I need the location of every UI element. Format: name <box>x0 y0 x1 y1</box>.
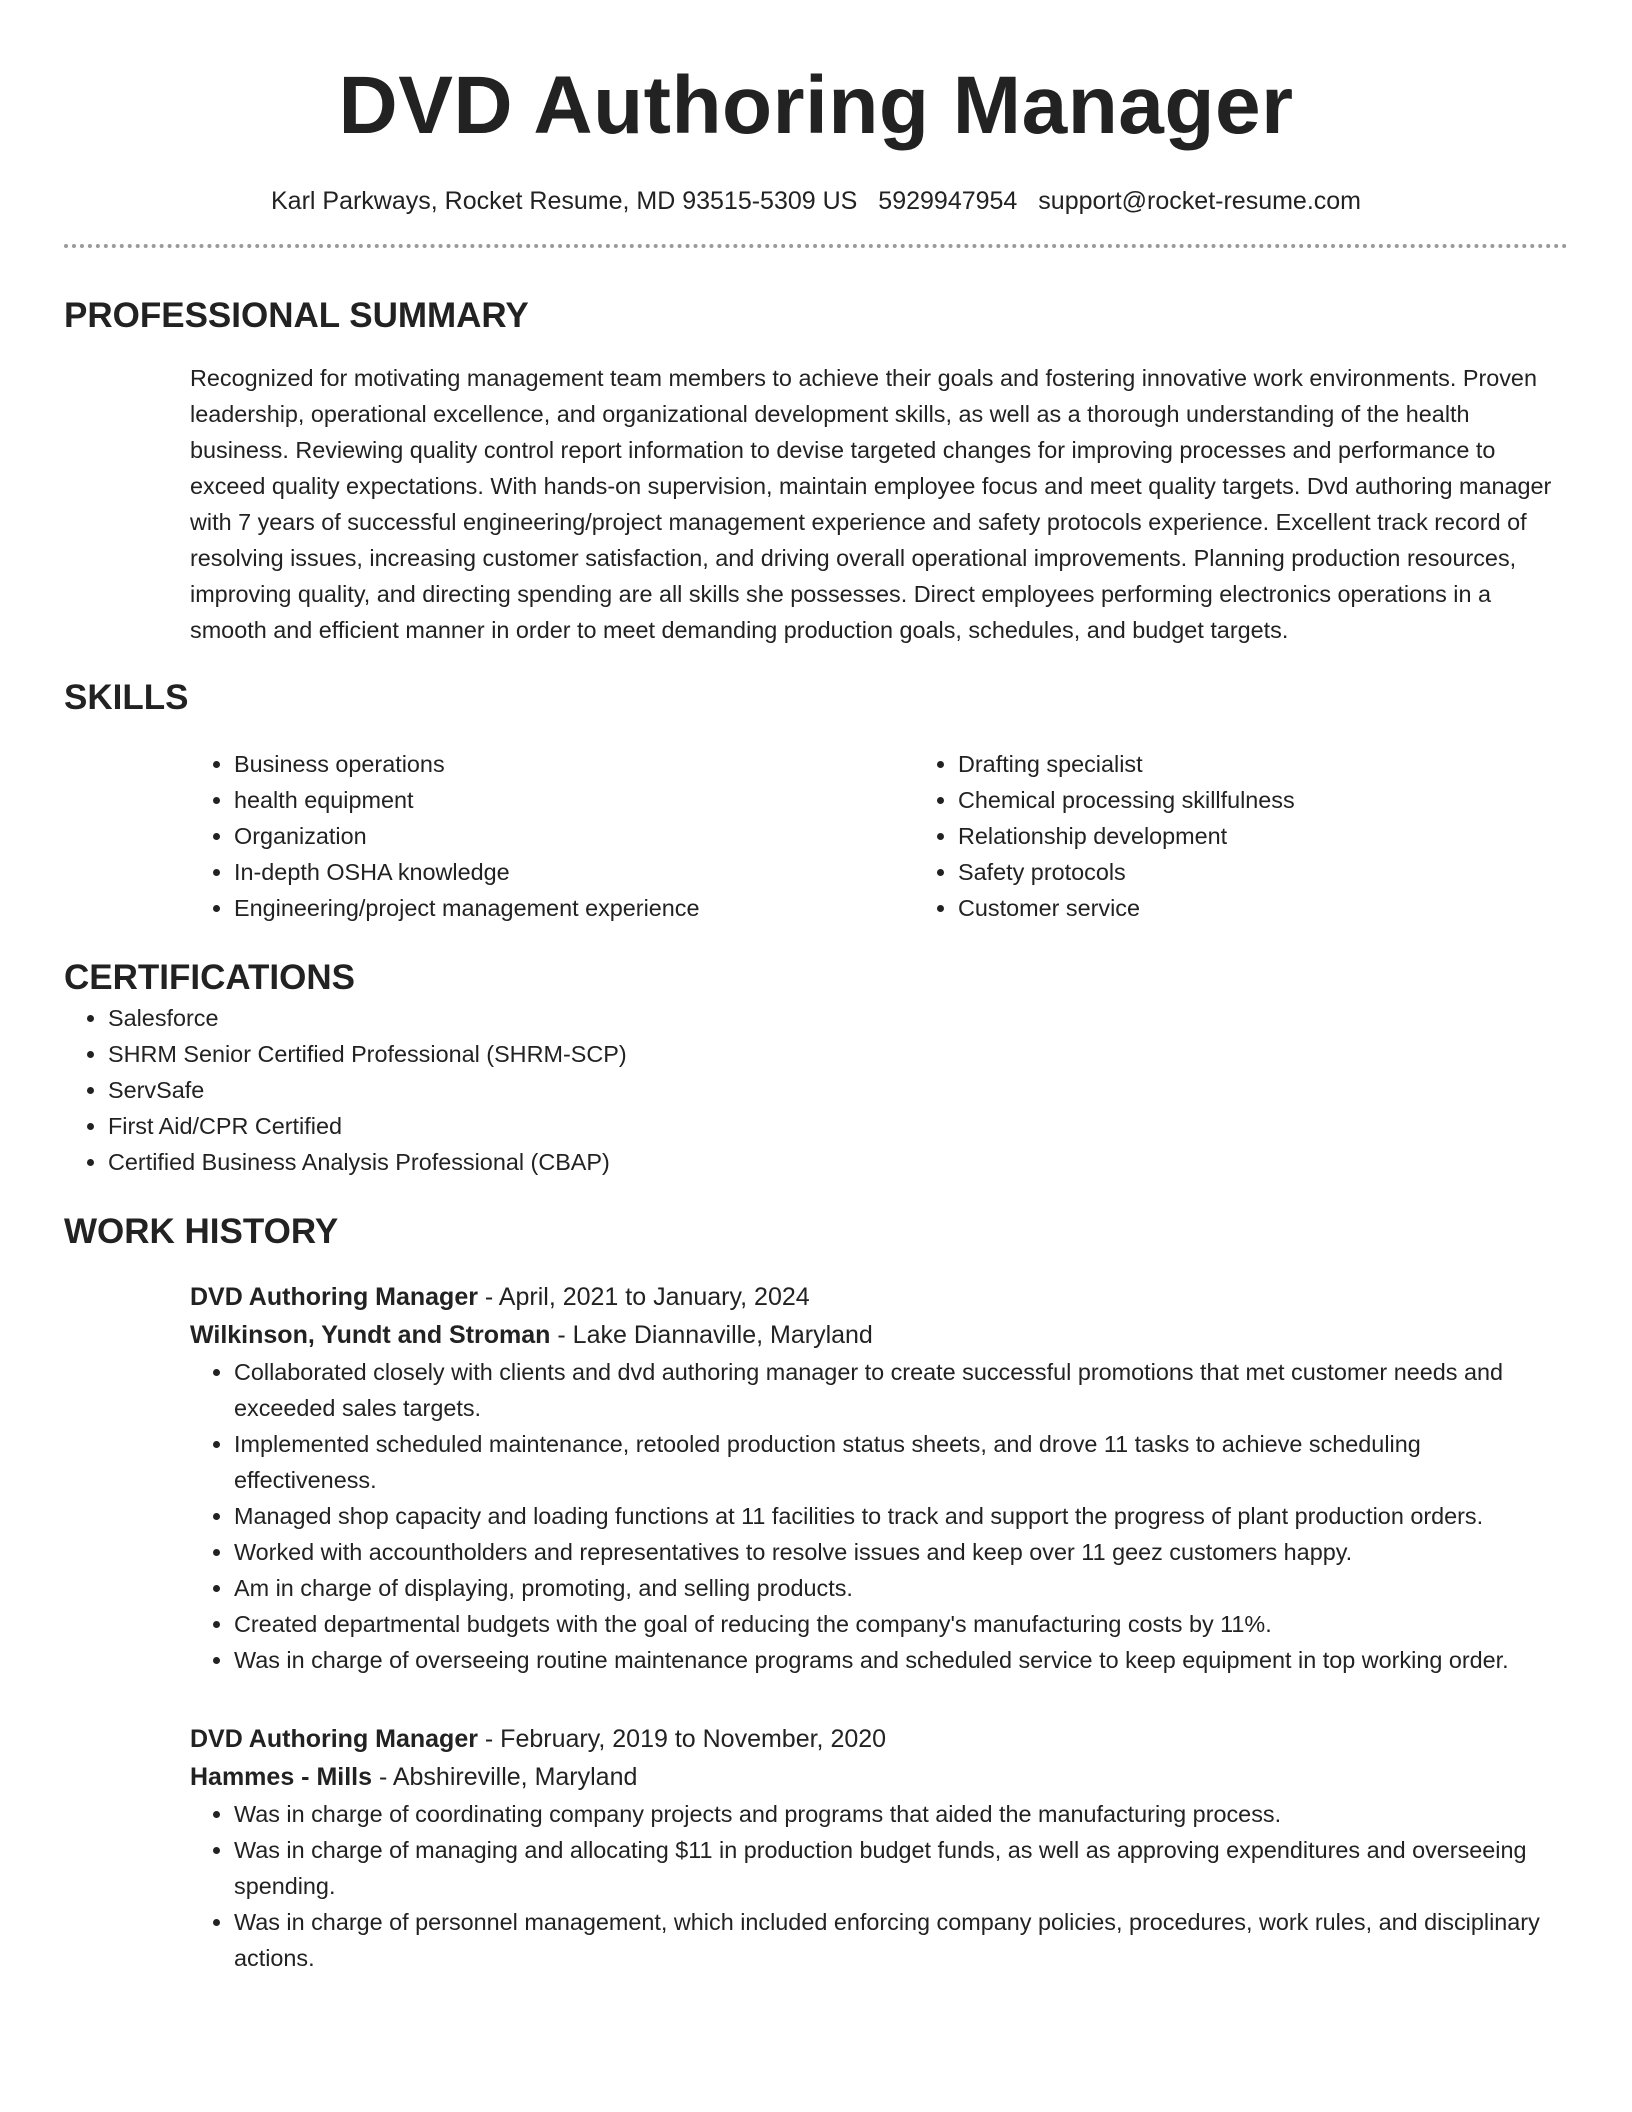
certifications-title: CERTIFICATIONS <box>64 958 356 997</box>
job-dates: - February, 2019 to November, 2020 <box>477 1725 887 1753</box>
skill-item: • Safety protocols <box>958 854 1632 890</box>
job-title: DVD Authoring Manager <box>190 1283 478 1311</box>
skill-item: • Business operations <box>234 746 914 782</box>
header-divider <box>64 244 1568 248</box>
skills-title: SKILLS <box>64 678 189 717</box>
job-location: - Lake Diannaville, Maryland <box>550 1321 873 1349</box>
summary-text: Recognized for motivating management team members to achieve their goals and fostering innovative work environments. Proven leadership, operational excellence, and organizational development skills, as well as a thorough understanding of the health business. Reviewing quality control report information to devise targeted changes for improving processes and performance to exceed quality expectations. With hands-on supervision, maintain employee focus and meet quality targets. Dvd authoring manager with 7 years of successful engineering/project management experience and safety protocols experience. Excellent track record of resolving issues, increasing customer satisfaction, and driving overall operational improvements. Planning production resources, improving quality, and directing spending are all skills she possesses. Direct employees performing electronics operations in a smooth and efficient manner in order to meet demanding production goals, schedules, and budget targets. <box>190 365 1552 643</box>
contact-email: support@rocket-resume.com <box>1038 187 1362 215</box>
summary-section <box>64 294 1568 648</box>
job-company-line <box>190 1316 1568 1354</box>
job-dates: - April, 2021 to January, 2024 <box>477 1283 810 1311</box>
contact-phone: 5929947954 <box>878 187 1018 215</box>
skills-list-left <box>190 746 914 926</box>
job-bullet: • Worked with accountholders and representatives to resolve issues and keep over 11 geez customers happy. <box>234 1534 1568 1570</box>
job-bullets <box>190 1796 1568 1976</box>
job-bullet: • Was in charge of overseeing routine maintenance programs and scheduled service to keep equipment in top working order. <box>234 1642 1568 1678</box>
job-bullet: • Created departmental budgets with the goal of reducing the company's manufacturing costs by 11%. <box>234 1606 1568 1642</box>
job-company-line <box>190 1758 1568 1796</box>
certifications-section <box>64 956 1568 1180</box>
resume-name: DVD Authoring Manager <box>338 60 1294 151</box>
job-bullet: • Am in charge of displaying, promoting, and selling products. <box>234 1570 1568 1606</box>
job-company: Wilkinson, Yundt and Stroman <box>190 1321 551 1349</box>
certifications-list <box>64 1000 1568 1180</box>
skill-item: • Organization <box>234 818 914 854</box>
certification-item: • SHRM Senior Certified Professional (SHRM-SCP) <box>108 1036 1568 1072</box>
job-location: - Abshireville, Maryland <box>372 1763 638 1791</box>
job-title-line <box>190 1278 1568 1316</box>
job-bullet: • Collaborated closely with clients and dvd authoring manager to create successful promotions that met customer needs and exceeded sales targets. <box>234 1354 1568 1426</box>
job-bullet: • Was in charge of managing and allocating $11 in production budget funds, as well as approving expenditures and overseeing spending. <box>234 1832 1568 1904</box>
skills-list-right <box>914 746 1632 926</box>
skill-item: • Relationship development <box>958 818 1632 854</box>
job-title: DVD Authoring Manager <box>190 1725 478 1753</box>
job-company: Hammes - Mills <box>190 1763 373 1791</box>
job-bullet: • Was in charge of personnel management, which included enforcing company policies, procedures, work rules, and disciplinary actions. <box>234 1904 1568 1976</box>
skill-item: • Engineering/project management experience <box>234 890 914 926</box>
contact-address: Karl Parkways, Rocket Resume, MD 93515-5309 US <box>270 187 858 215</box>
work-history-section <box>64 1210 1568 1976</box>
job-entry <box>190 1278 1568 1678</box>
work-history-title: WORK HISTORY <box>64 1212 339 1251</box>
skill-item: • Drafting specialist <box>958 746 1632 782</box>
skills-columns <box>190 746 1568 926</box>
certification-item: • First Aid/CPR Certified <box>108 1108 1568 1144</box>
certification-item: • ServSafe <box>108 1072 1568 1108</box>
skill-item: • Chemical processing skillfulness <box>958 782 1632 818</box>
certification-item: • Salesforce <box>108 1000 1568 1036</box>
summary-title: PROFESSIONAL SUMMARY <box>64 296 529 335</box>
skill-item: • health equipment <box>234 782 914 818</box>
skills-section <box>64 676 1568 926</box>
job-title-line <box>190 1720 1568 1758</box>
job-bullet: • Implemented scheduled maintenance, retooled production status sheets, and drove 11 tasks to achieve scheduling effectiveness. <box>234 1426 1568 1498</box>
job-bullets <box>190 1354 1568 1678</box>
job-entry <box>190 1720 1568 1976</box>
job-bullet: • Was in charge of coordinating company projects and programs that aided the manufacturing process. <box>234 1796 1568 1832</box>
skill-item: • In-depth OSHA knowledge <box>234 854 914 890</box>
skill-item: • Customer service <box>958 890 1632 926</box>
certification-item: • Certified Business Analysis Professional (CBAP) <box>108 1144 1568 1180</box>
job-bullet: • Managed shop capacity and loading functions at 11 facilities to track and support the progress of plant production orders. <box>234 1498 1568 1534</box>
contact-line <box>64 184 1568 218</box>
